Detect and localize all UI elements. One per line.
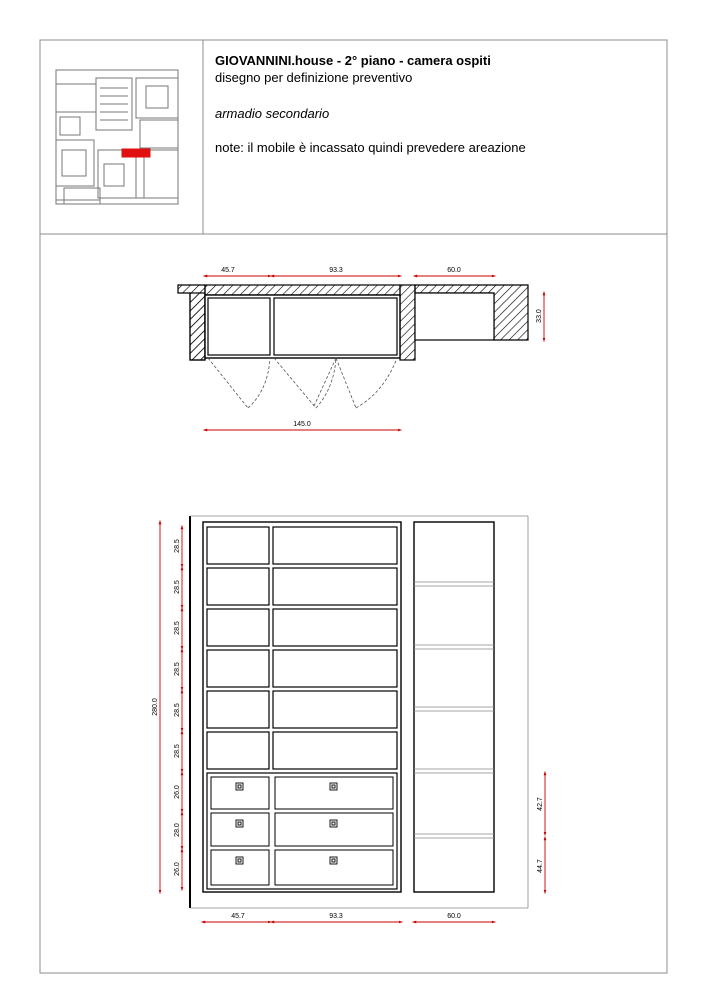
elev-dim-drawer-2: 28.0	[174, 823, 181, 837]
plan-dim-width-main: 93.3	[329, 267, 343, 274]
elev-dim-shelf-5: 28.5	[174, 703, 181, 717]
elev-dim-side-upper: 42.7	[537, 797, 544, 811]
elev-dim-shelf-1: 28.5	[174, 539, 181, 553]
highlighted-wardrobe-marker	[122, 149, 150, 157]
elev-dim-shelf-6: 28.5	[174, 744, 181, 758]
plan-wardrobe-body	[205, 295, 400, 358]
elev-dim-shelf-3: 28.5	[174, 621, 181, 635]
elevation-side-shelves	[414, 582, 494, 838]
elev-dim-width-left: 45.7	[231, 913, 245, 920]
key-plan-thumbnail	[56, 70, 178, 204]
plan-dim-width-left: 45.7	[221, 267, 235, 274]
drawing-subtitle: disegno per definizione preventivo	[215, 70, 413, 85]
elev-dim-width-main: 93.3	[329, 913, 343, 920]
plan-dim-width-side: 60.0	[447, 267, 461, 274]
elev-dim-shelf-4: 28.5	[174, 662, 181, 676]
plan-wall-back	[205, 285, 400, 295]
plan-view	[178, 267, 544, 430]
plan-wall-left-jamb	[190, 293, 205, 360]
elev-dim-width-side: 60.0	[447, 913, 461, 920]
elevation-view	[152, 516, 545, 922]
elev-dim-shelf-2: 28.5	[174, 580, 181, 594]
plan-door-swings	[208, 358, 397, 408]
plan-side-niche	[415, 293, 494, 340]
elev-dim-total-height: 280.0	[152, 698, 159, 716]
elev-dim-side-lower: 44.7	[537, 859, 544, 873]
plan-dim-opening: 145.0	[293, 421, 311, 428]
title-block	[215, 52, 675, 156]
drawing-note: note: il mobile è incassato quindi prevedere areazione	[215, 140, 526, 155]
drawing-element-name: armadio secondario	[215, 106, 330, 121]
plan-wall-middle	[400, 285, 415, 360]
plan-dim-depth: 33.0	[536, 309, 543, 323]
elevation-wardrobe-body	[203, 522, 401, 892]
elev-dim-drawer-1: 26.0	[174, 785, 181, 799]
elev-dim-drawer-3: 26.0	[174, 862, 181, 876]
drawing-title: GIOVANNINI.house - 2° piano - camera ospiti	[215, 53, 491, 68]
